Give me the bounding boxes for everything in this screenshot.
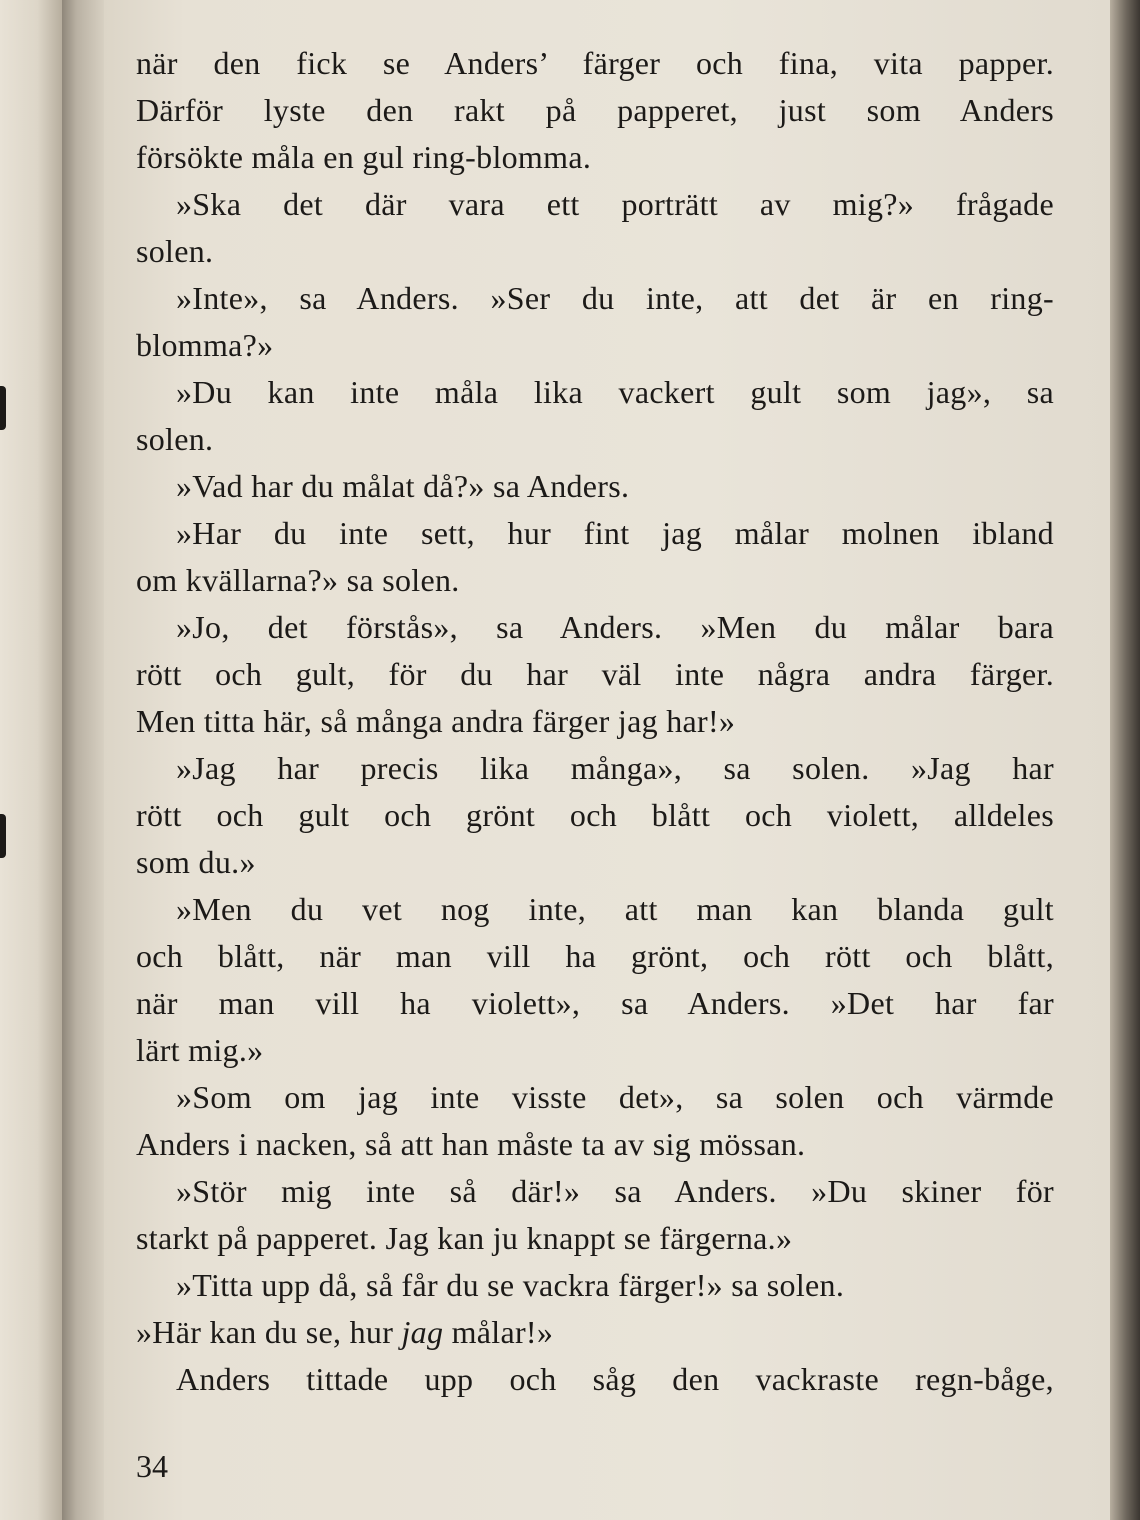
text-line: »Har du inte sett, hur fint jag målar molnen ibland [176, 515, 1054, 551]
text-line: solen. [136, 421, 214, 457]
text-line: »Jag har precis lika många», sa solen. »Jag har [176, 750, 1054, 786]
text-line: Men titta här, så många andra färger jag har!» [136, 703, 736, 739]
text-line: när den fick se Anders’ färger och fina, vita papper. [136, 45, 1054, 81]
emphasized-word: jag [401, 1314, 444, 1350]
text-line: starkt på papperet. Jag kan ju knappt se färgerna.» [136, 1220, 793, 1256]
page-body-text [136, 40, 1054, 1403]
text-line: som du.» [136, 844, 256, 880]
text-line: »Vad har du målat då?» sa Anders. [176, 468, 630, 504]
text-line: Anders tittade upp och såg den vackraste regn-båge, [176, 1361, 1054, 1397]
text-line: »Men du vet nog inte, att man kan blanda gult [176, 891, 1054, 927]
text-line: när man vill ha violett», sa Anders. »Det har far [136, 985, 1054, 1021]
text-line: försökte måla en gul ring-blomma. [136, 139, 592, 175]
text-line: om kvällarna?» sa solen. [136, 562, 460, 598]
book-gutter [62, 0, 104, 1520]
page-edge-shadow [1110, 0, 1140, 1520]
text-line: Anders i nacken, så att han måste ta av sig mössan. [136, 1126, 806, 1162]
facing-page-edge [0, 0, 62, 1520]
text-line: Därför lyste den rakt på papperet, just som Anders [136, 92, 1054, 128]
text-line: rött och gult och grönt och blått och violett, alldeles [136, 797, 1054, 833]
text-line: lärt mig.» [136, 1032, 264, 1068]
facing-page-mark [0, 814, 6, 858]
text-line: blomma?» [136, 327, 274, 363]
text-line: rött och gult, för du har väl inte några andra färger. [136, 656, 1054, 692]
text-line: »Som om jag inte visste det», sa solen och värmde [176, 1079, 1054, 1115]
text-line: »Stör mig inte så där!» sa Anders. »Du skiner för [176, 1173, 1054, 1209]
text-line: och blått, när man vill ha grönt, och rött och blått, [136, 938, 1054, 974]
page-number: 34 [136, 1448, 168, 1484]
text-line: »Titta upp då, så får du se vackra färger!» sa solen. [176, 1267, 845, 1303]
text-line: »Du kan inte måla lika vackert gult som jag», sa [176, 374, 1054, 410]
text-line: »Ska det där vara ett porträtt av mig?» frågade [176, 186, 1054, 222]
text-line: »Inte», sa Anders. »Ser du inte, att det är en ring- [176, 280, 1054, 316]
facing-page-mark [0, 386, 6, 430]
text-line: »Här kan du se, hur jag målar!» [136, 1314, 554, 1350]
text-line: solen. [136, 233, 214, 269]
text-line: »Jo, det förstås», sa Anders. »Men du målar bara [176, 609, 1054, 645]
